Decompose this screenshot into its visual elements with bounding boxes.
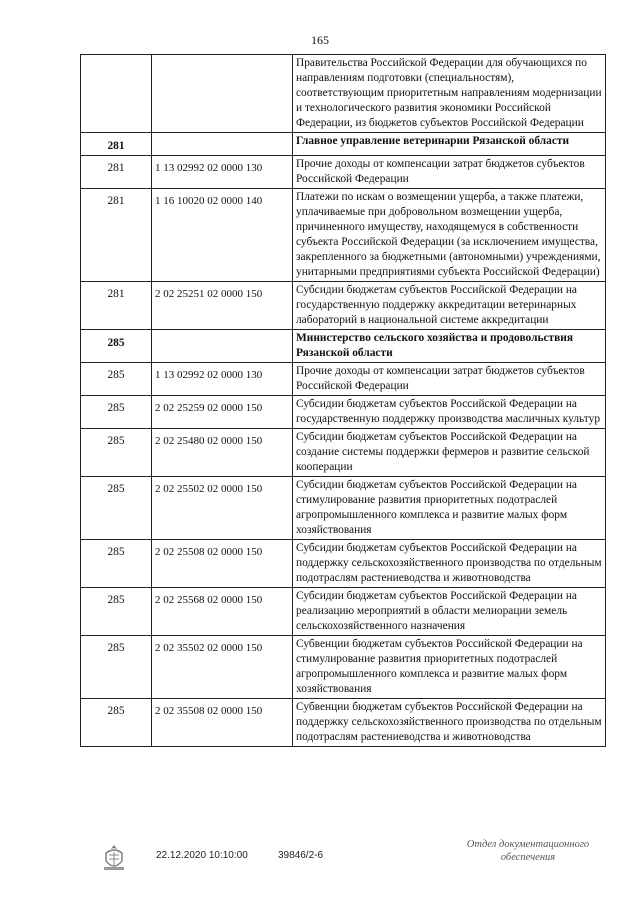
budget-code-cell xyxy=(152,330,293,363)
budget-code-cell: 2 02 25251 02 0000 150 xyxy=(152,282,293,330)
description-cell: Субсидии бюджетам субъектов Российской Федерации на стимулирование развития приоритетных подотраслей агропромышленного комплекса и развитие малых форм хозяйствования xyxy=(293,477,606,540)
revenue-codes-table-wrapper xyxy=(80,54,606,747)
budget-code-cell: 2 02 35502 02 0000 150 xyxy=(152,636,293,699)
description-cell: Субвенции бюджетам субъектов Российской Федерации на стимулирование развития приоритетных подотраслей агропромышленного комплекса и развитие малых форм хозяйствования xyxy=(293,636,606,699)
description-cell: Субвенции бюджетам субъектов Российской Федерации на поддержку сельскохозяйственного производства по отдельным подотраслям растениеводства и животноводства xyxy=(293,699,606,747)
table-row xyxy=(81,588,606,636)
department-stamp: Отдел документационного обеспечения xyxy=(466,839,590,863)
admin-code-cell: 281 xyxy=(81,133,152,156)
admin-code-cell: 285 xyxy=(81,636,152,699)
table-row xyxy=(81,396,606,429)
description-cell: Субсидии бюджетам субъектов Российской Федерации на создание системы поддержки фермеров и развитие сельской кооперации xyxy=(293,429,606,477)
table-row xyxy=(81,363,606,396)
table-row xyxy=(81,330,606,363)
budget-code-cell: 1 16 10020 02 0000 140 xyxy=(152,189,293,282)
table-row xyxy=(81,156,606,189)
description-cell: Главное управление ветеринарии Рязанской области xyxy=(293,133,606,156)
footer-doc-code: 39846/2-6 xyxy=(278,850,324,861)
table-row xyxy=(81,429,606,477)
description-cell: Прочие доходы от компенсации затрат бюджетов субъектов Российской Федерации xyxy=(293,363,606,396)
budget-code-cell: 1 13 02992 02 0000 130 xyxy=(152,156,293,189)
budget-code-cell: 2 02 35508 02 0000 150 xyxy=(152,699,293,747)
admin-code-cell xyxy=(81,55,152,133)
table-row xyxy=(81,477,606,540)
table-body xyxy=(81,55,606,747)
admin-code-cell: 285 xyxy=(81,588,152,636)
table-row xyxy=(81,636,606,699)
admin-code-cell: 285 xyxy=(81,396,152,429)
admin-code-cell: 281 xyxy=(81,156,152,189)
budget-code-cell: 2 02 25480 02 0000 150 xyxy=(152,429,293,477)
admin-code-cell: 285 xyxy=(81,330,152,363)
description-cell: Субсидии бюджетам субъектов Российской Федерации на реализацию мероприятий в области мелиорации земель сельскохозяйственного назначения xyxy=(293,588,606,636)
admin-code-cell: 281 xyxy=(81,189,152,282)
table-row xyxy=(81,282,606,330)
coat-of-arms-icon xyxy=(100,843,128,873)
admin-code-cell: 281 xyxy=(81,282,152,330)
description-cell: Прочие доходы от компенсации затрат бюджетов субъектов Российской Федерации xyxy=(293,156,606,189)
admin-code-cell: 285 xyxy=(81,429,152,477)
description-cell: Субсидии бюджетам субъектов Российской Федерации на поддержку сельскохозяйственного производства по отдельным подотраслям растениеводства и животноводства xyxy=(293,540,606,588)
budget-code-cell: 2 02 25259 02 0000 150 xyxy=(152,396,293,429)
admin-code-cell: 285 xyxy=(81,363,152,396)
description-cell: Платежи по искам о возмещении ущерба, а также платежи, уплачиваемые при добровольном возмещении ущерба, причиненного имуществу, находящемуся в собственности субъекта Российской Федерации (за исключением имущества, закрепленного за бюджетными (автономными) учреждениями, унитарными предприятиями субъекта Российской Федерации) xyxy=(293,189,606,282)
table-row xyxy=(81,540,606,588)
revenue-codes-table xyxy=(80,54,606,747)
table-row xyxy=(81,189,606,282)
budget-code-cell: 2 02 25568 02 0000 150 xyxy=(152,588,293,636)
description-cell: Правительства Российской Федерации для обучающихся по направлениям подготовки (специальностям), соответствующим приоритетным направлениям модернизации и технологического развития экономики Российской Федерации, из бюджетов субъектов Российской Федерации xyxy=(293,55,606,133)
footer-datetime: 22.12.2020 10:10:00 xyxy=(156,850,248,861)
budget-code-cell xyxy=(152,133,293,156)
budget-code-cell: 1 13 02992 02 0000 130 xyxy=(152,363,293,396)
description-cell: Субсидии бюджетам субъектов Российской Федерации на государственную поддержку производства масличных культур xyxy=(293,396,606,429)
budget-code-cell: 2 02 25502 02 0000 150 xyxy=(152,477,293,540)
description-cell: Министерство сельского хозяйства и продовольствия Рязанской области xyxy=(293,330,606,363)
page-number: 165 xyxy=(311,33,329,47)
table-row xyxy=(81,699,606,747)
table-row xyxy=(81,133,606,156)
admin-code-cell: 285 xyxy=(81,699,152,747)
table-row xyxy=(81,55,606,133)
description-cell: Субсидии бюджетам субъектов Российской Федерации на государственную поддержку аккредитации ветеринарных лабораторий в национальной системе аккредитации xyxy=(293,282,606,330)
admin-code-cell: 285 xyxy=(81,477,152,540)
budget-code-cell xyxy=(152,55,293,133)
admin-code-cell: 285 xyxy=(81,540,152,588)
budget-code-cell: 2 02 25508 02 0000 150 xyxy=(152,540,293,588)
